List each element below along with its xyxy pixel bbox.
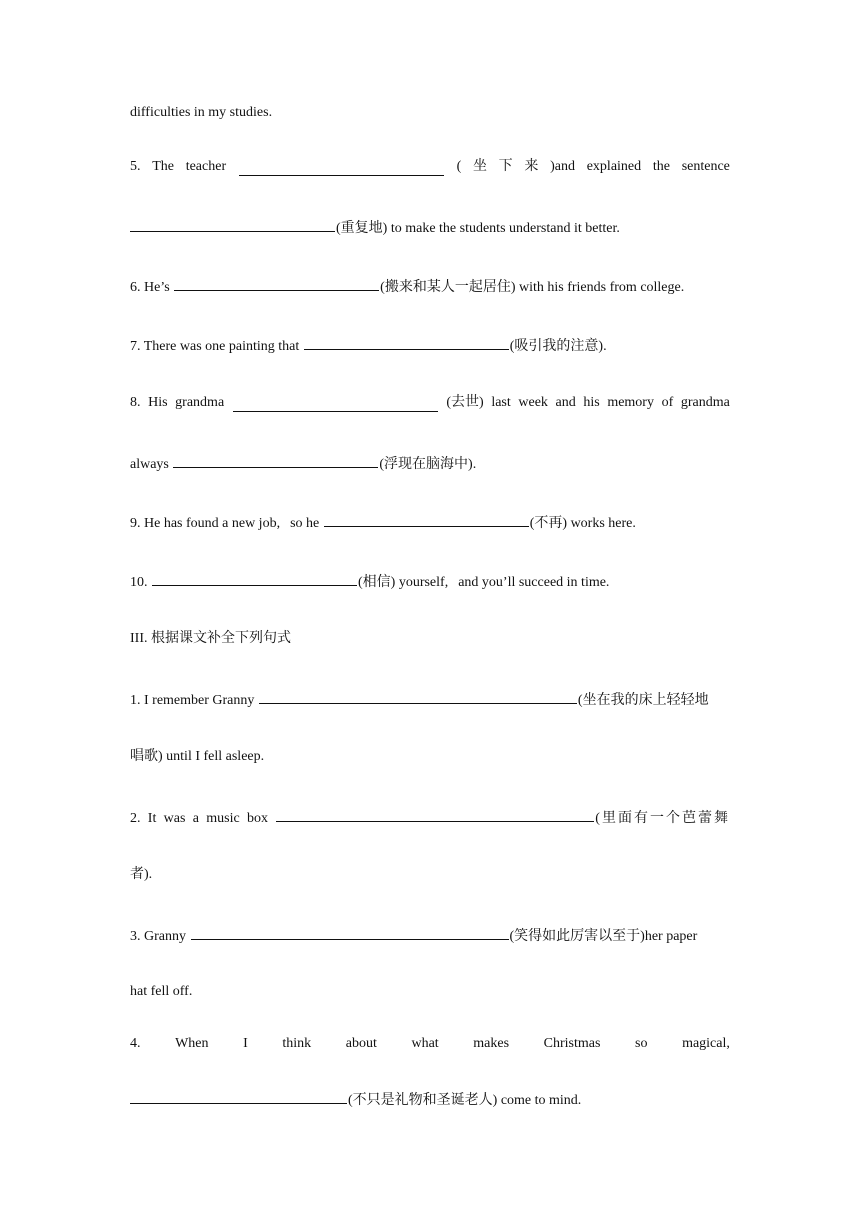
word: music <box>206 811 240 826</box>
word: makes <box>473 1036 510 1051</box>
line-text: (不再) works here. <box>529 516 636 531</box>
word: last <box>491 395 511 410</box>
word: was <box>163 811 186 826</box>
line-text: difficulties in my studies. <box>130 105 273 120</box>
line-text: (相信) yourself, <box>358 575 449 590</box>
word: magical, <box>682 1036 730 1051</box>
word: box <box>247 811 268 826</box>
sentence-4 <box>130 1035 730 1053</box>
answer-blank[interactable] <box>191 925 509 940</box>
line-text: (笑得如此厉害以至于)her paper <box>509 929 698 944</box>
word: Christmas <box>543 1036 601 1051</box>
line-text: 9. He has found a new job, <box>130 516 281 531</box>
question-10 <box>130 571 730 592</box>
word: 坐 <box>472 159 487 174</box>
word: )and <box>550 159 575 174</box>
question-9 <box>130 512 730 533</box>
line-text: (里面有一个芭蕾舞 <box>595 811 730 826</box>
question-5 <box>130 158 730 176</box>
word: teacher <box>185 159 227 174</box>
line-text: 6. He’s <box>130 280 170 295</box>
word: 来 <box>524 159 539 174</box>
question-6 <box>130 276 730 297</box>
sentence-1-continued <box>130 748 730 766</box>
word: about <box>345 1036 377 1051</box>
section-heading <box>130 630 730 648</box>
word: 下 <box>498 159 513 174</box>
answer-blank[interactable] <box>174 276 379 291</box>
line-text: (重复地) to make the students understand it better. <box>336 221 620 236</box>
question-7 <box>130 335 730 356</box>
word: 4. <box>130 1036 141 1051</box>
section-title: III. 根据课文补全下列句式 <box>130 631 291 646</box>
answer-blank[interactable] <box>130 217 335 232</box>
line-text: (坐在我的床上轻轻地 <box>577 693 709 708</box>
question-5-continued <box>130 217 730 238</box>
answer-blank[interactable] <box>304 335 509 350</box>
sentence-3-continued <box>130 983 730 1001</box>
question-8 <box>130 394 730 412</box>
question-8-continued <box>130 453 730 474</box>
answer-blank[interactable] <box>324 512 529 527</box>
word: 8. <box>130 395 141 410</box>
answer-blank[interactable] <box>173 453 378 468</box>
word: It <box>147 811 157 826</box>
word: his <box>583 395 600 410</box>
line-text: always <box>130 457 169 472</box>
line-text: hat fell off. <box>130 984 193 999</box>
text-line <box>130 104 730 122</box>
word: grandma <box>175 395 225 410</box>
line-text: (搬来和某人一起居住) with his friends from college. <box>380 280 685 295</box>
word: think <box>282 1036 312 1051</box>
sentence-2 <box>130 807 730 828</box>
answer-blank[interactable] <box>152 571 357 586</box>
answer-blank[interactable] <box>130 1089 347 1104</box>
line-text: (吸引我的注意). <box>509 339 607 354</box>
word: memory <box>607 395 654 410</box>
sentence-2-continued <box>130 866 730 884</box>
word: explained <box>586 159 642 174</box>
line-text: 1. I remember Granny <box>130 693 255 708</box>
word: sentence <box>681 159 730 174</box>
line-text: (浮现在脑海中). <box>379 457 477 472</box>
line-text: (不只是礼物和圣诞老人) come to mind. <box>348 1093 582 1108</box>
word: 2. <box>130 811 141 826</box>
word: the <box>652 159 670 174</box>
answer-blank[interactable] <box>239 161 444 176</box>
word: (去世) <box>446 395 484 410</box>
answer-blank[interactable] <box>233 397 438 412</box>
answer-blank[interactable] <box>276 807 594 822</box>
line-text: so he <box>290 516 320 531</box>
line-text: and you’ll succeed in time. <box>458 575 610 590</box>
word: I <box>243 1036 248 1051</box>
line-text: 3. Granny <box>130 929 186 944</box>
word: ( <box>456 159 462 174</box>
sentence-3 <box>130 925 730 946</box>
word: When <box>175 1036 209 1051</box>
word: and <box>555 395 576 410</box>
word: The <box>152 159 174 174</box>
word: what <box>411 1036 439 1051</box>
line-text: 者). <box>130 867 153 882</box>
line-text: 唱歌) until I fell asleep. <box>130 749 265 764</box>
answer-blank[interactable] <box>259 689 577 704</box>
word: His <box>148 395 168 410</box>
line-text: 7. There was one painting that <box>130 339 300 354</box>
word: grandma <box>680 395 730 410</box>
sentence-4-continued <box>130 1089 730 1110</box>
sentence-1 <box>130 689 730 710</box>
word: so <box>635 1036 648 1051</box>
line-text: 10. <box>130 575 148 590</box>
word: of <box>661 395 674 410</box>
q5-num: 5. <box>130 159 141 174</box>
word: week <box>518 395 548 410</box>
word: a <box>192 811 199 826</box>
